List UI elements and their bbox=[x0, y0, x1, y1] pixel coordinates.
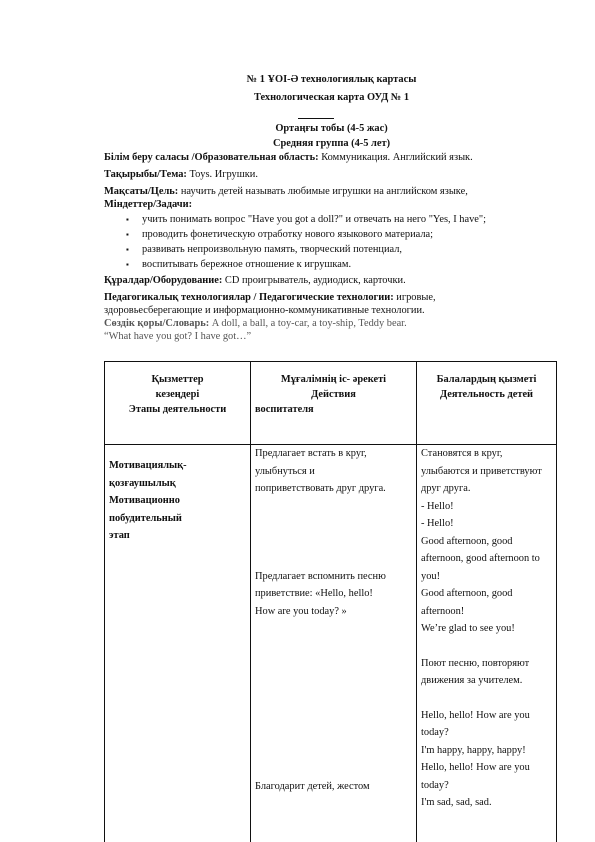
stage-name bbox=[109, 445, 246, 545]
area-value: Коммуникация. Английский язык. bbox=[318, 152, 473, 163]
table-header-row bbox=[105, 362, 557, 445]
header-teacher-line: Мұғалімнің іс- әрекеті bbox=[280, 374, 387, 385]
children-line: afternoon! bbox=[421, 605, 465, 617]
children-line: We’re glad to see you! bbox=[421, 623, 515, 634]
lesson-meta bbox=[104, 151, 564, 343]
area-line bbox=[104, 151, 564, 164]
task-item: ▪ учить понимать вопрос "Have you got a doll?" и отвечать на него "Yes, I have"; bbox=[142, 213, 564, 226]
goal-line bbox=[104, 185, 564, 198]
spacer bbox=[421, 638, 552, 655]
table-row bbox=[105, 445, 557, 842]
stage-cell bbox=[105, 445, 251, 842]
children-line: Hello, hello! How are you bbox=[421, 762, 530, 773]
stage-line: қозғаушылық bbox=[109, 477, 176, 489]
children-line: Поют песню, повторяют bbox=[421, 657, 530, 669]
goal-value: научить детей называть любимые игрушки на английском языке, bbox=[178, 186, 468, 197]
topic-line bbox=[104, 168, 564, 181]
header-teacher-line: воспитателя bbox=[255, 404, 314, 415]
teacher-line: приветствие: «Hello, hello! bbox=[255, 588, 373, 599]
equipment-line bbox=[104, 274, 564, 287]
children-line: Good afternoon, good bbox=[421, 535, 513, 547]
spacer bbox=[255, 620, 412, 778]
children-line: today? bbox=[421, 779, 449, 791]
task-item: ▪ проводить фонетическую отработку нового языкового материала; bbox=[142, 228, 564, 241]
vocab-label: Сөздік қоры/Словарь: bbox=[104, 318, 210, 329]
tech-label: Педагогикалық технологиялар / Педагогические технологии: bbox=[104, 292, 394, 303]
goal-label: Мақсаты/Цель: bbox=[104, 186, 179, 197]
teacher-line: улыбнуться и bbox=[255, 465, 315, 477]
children-line: you! bbox=[421, 570, 441, 582]
header-stages-line: Этапы деятельности bbox=[128, 404, 227, 415]
children-line: Hello, hello! How are you bbox=[421, 709, 530, 721]
topic-value: Toys. Игрушки. bbox=[186, 169, 258, 180]
task-item: ▪ развивать непроизвольную память, творческий потенциал, bbox=[142, 243, 564, 256]
vocab-line bbox=[104, 317, 564, 330]
title-underline bbox=[298, 118, 334, 119]
header-teacher-line: Действия bbox=[311, 389, 356, 400]
children-cell bbox=[417, 445, 557, 842]
children-line: движения за учителем. bbox=[421, 675, 523, 686]
equipment-value: CD проигрыватель, аудиодиск, карточки. bbox=[222, 275, 406, 286]
children-line: улыбаются и приветствуют bbox=[421, 465, 542, 477]
teacher-line: Предлагает вспомнить песню bbox=[255, 570, 386, 582]
header-teacher bbox=[251, 362, 417, 445]
teacher-line: How are you today? » bbox=[255, 605, 347, 617]
group-ru: Средняя группа (4-5 лет) bbox=[272, 138, 391, 149]
title-ru: Технологическая карта ОУД № 1 bbox=[253, 92, 410, 103]
lesson-plan-table bbox=[104, 361, 557, 842]
topic-label: Тақырыбы/Тема: bbox=[104, 169, 187, 180]
header-children-line: Деятельность детей bbox=[439, 389, 534, 400]
teacher-cell bbox=[251, 445, 417, 842]
header-children-line: Балалардың қызметі bbox=[436, 374, 537, 385]
task-item: ▪ воспитывать бережное отношение к игрушкам. bbox=[142, 258, 564, 271]
stage-line: побудительный bbox=[109, 512, 182, 524]
stage-line: Мотивационно bbox=[109, 495, 180, 506]
area-label: Білім беру саласы /Образовательная область: bbox=[104, 152, 319, 163]
children-line: I'm sad, sad, sad. bbox=[421, 797, 492, 808]
tech-line-2: здоровьесберегающие и информационно-коммуникативные технологии. bbox=[104, 305, 425, 316]
spacer bbox=[255, 498, 412, 568]
children-line: друг друга. bbox=[421, 483, 471, 494]
header-stages bbox=[105, 362, 251, 445]
header-stages-line: кезеңдері bbox=[155, 389, 200, 400]
children-line: I'm happy, happy, happy! bbox=[421, 744, 526, 756]
stage-line: этап bbox=[109, 530, 130, 541]
teacher-line: Благодарит детей, жестом bbox=[255, 781, 370, 792]
children-line: afternoon, good afternoon to bbox=[421, 553, 540, 564]
stage-line: Мотивациялық- bbox=[109, 460, 187, 471]
equipment-label: Құралдар/Оборудование: bbox=[104, 275, 223, 286]
title-kz: № 1 ҰОІ-Ә технологиялық картасы bbox=[246, 74, 417, 85]
children-line: Good afternoon, good bbox=[421, 588, 513, 599]
tech-value: игровые, bbox=[393, 292, 436, 303]
children-line: Становятся в круг, bbox=[421, 448, 503, 459]
children-line: - Hello! bbox=[421, 500, 454, 512]
tech-line bbox=[104, 291, 564, 304]
tasks-list bbox=[104, 213, 564, 271]
spacer bbox=[421, 690, 552, 707]
vocab-line-2: “What have you got? I have got…” bbox=[104, 331, 252, 342]
children-line: - Hello! bbox=[421, 518, 454, 529]
teacher-line: Предлагает встать в круг, bbox=[255, 448, 367, 459]
header-stages-line: Қызметтер bbox=[151, 374, 204, 385]
vocab-value: A doll, a ball, a toy-car, a toy-ship, Teddy bear. bbox=[209, 318, 407, 329]
children-line: today? bbox=[421, 727, 449, 738]
teacher-line: поприветствовать друг друга. bbox=[255, 483, 386, 494]
group-kz: Ортаңғы тобы (4-5 жас) bbox=[275, 123, 388, 134]
tasks-label: Міндеттер/Задачи: bbox=[104, 199, 193, 210]
header-children bbox=[417, 362, 557, 445]
